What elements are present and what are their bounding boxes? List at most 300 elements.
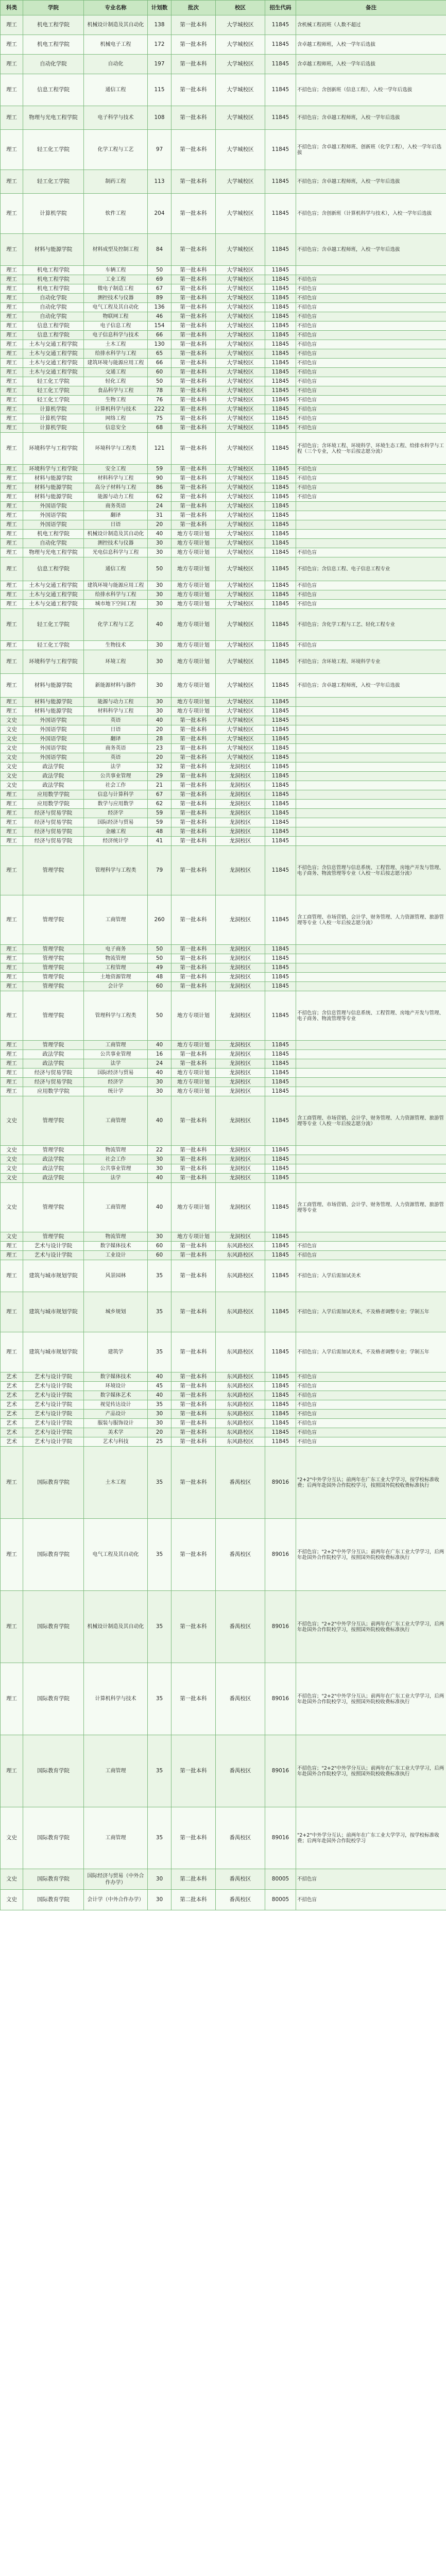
cell-batch: 第一批本科: [171, 294, 216, 303]
cell-campus: 东风路校区: [216, 1332, 265, 1372]
cell-remarks: 不招色盲: [296, 1242, 446, 1251]
cell-subject-type: 理工: [1, 707, 23, 716]
cell-major: 环境科学与工程类: [84, 433, 148, 465]
cell-batch: 第一批本科: [171, 1292, 216, 1332]
cell-college: 艺术与设计学院: [23, 1400, 84, 1410]
cell-enroll-code: 11845: [265, 312, 296, 321]
cell-campus: 番禺校区: [216, 1735, 265, 1807]
cell-plan-count: 40: [148, 1372, 171, 1382]
cell-subject-type: 理工: [1, 557, 23, 581]
cell-batch: 地方专项计划: [171, 548, 216, 557]
cell-major: 数字媒体技术: [84, 1372, 148, 1382]
cell-remarks: 不招色盲: [296, 641, 446, 650]
table-row: [1, 1591, 446, 1663]
cell-remarks: 不招色盲: [296, 590, 446, 600]
cell-major: 国际经济与贸易: [84, 818, 148, 827]
cell-subject-type: 理工: [1, 493, 23, 502]
cell-remarks: [296, 735, 446, 744]
cell-college: 艺术与设计学院: [23, 1391, 84, 1400]
table-row: [1, 312, 446, 321]
cell-batch: 第一批本科: [171, 130, 216, 170]
cell-remarks: 不招色盲；含卓越工程师班、创新班（化学工程），入校一学年后选拔: [296, 130, 446, 170]
cell-subject-type: 理工: [1, 1242, 23, 1251]
cell-enroll-code: 11845: [265, 1428, 296, 1437]
cell-enroll-code: 11845: [265, 331, 296, 340]
cell-campus: 龙洞校区: [216, 809, 265, 818]
cell-batch: 地方专项计划: [171, 641, 216, 650]
cell-enroll-code: 11845: [265, 321, 296, 331]
cell-subject-type: 文史: [1, 735, 23, 744]
cell-major: 电气工程及其自动化: [84, 303, 148, 312]
cell-enroll-code: 11845: [265, 35, 296, 55]
cell-batch: 第一批本科: [171, 194, 216, 234]
cell-college: 建筑与城市规划学院: [23, 1292, 84, 1332]
cell-remarks: 不招色盲；含创新班（计算机科学与技术），入校一学年后选拔: [296, 194, 446, 234]
cell-enroll-code: 11845: [265, 74, 296, 106]
table-row: [1, 1041, 446, 1050]
cell-remarks: 不招色盲；含卓越工程师班，入校一学年后选拔: [296, 234, 446, 266]
cell-enroll-code: 11845: [265, 55, 296, 74]
cell-major: 机械设计制造及其自动化: [84, 1591, 148, 1663]
cell-subject-type: 文史: [1, 725, 23, 735]
cell-subject-type: 理工: [1, 1059, 23, 1069]
cell-college: 政法学院: [23, 1050, 84, 1059]
cell-enroll-code: 80005: [265, 1890, 296, 1910]
cell-college: 国际教育学院: [23, 1591, 84, 1663]
cell-remarks: [296, 266, 446, 275]
cell-batch: 地方专项计划: [171, 1078, 216, 1087]
cell-remarks: [296, 790, 446, 800]
cell-campus: 大学城校区: [216, 674, 265, 698]
cell-major: 物联网工程: [84, 312, 148, 321]
cell-enroll-code: 11845: [265, 502, 296, 511]
cell-college: 管理学院: [23, 963, 84, 973]
cell-enroll-code: 11845: [265, 963, 296, 973]
table-row: [1, 377, 446, 386]
cell-batch: 地方专项计划: [171, 530, 216, 539]
cell-plan-count: 35: [148, 1591, 171, 1663]
cell-college: 外国语学院: [23, 502, 84, 511]
cell-campus: 龙洞校区: [216, 1050, 265, 1059]
table-row: [1, 1251, 446, 1260]
cell-subject-type: 文史: [1, 772, 23, 781]
cell-subject-type: 艺术: [1, 1372, 23, 1382]
cell-subject-type: 艺术: [1, 1428, 23, 1437]
cell-enroll-code: 89016: [265, 1519, 296, 1591]
cell-plan-count: 28: [148, 735, 171, 744]
cell-enroll-code: 11845: [265, 303, 296, 312]
cell-major: 会计学: [84, 982, 148, 991]
cell-batch: 第一批本科: [171, 1428, 216, 1437]
cell-campus: 东风路校区: [216, 1382, 265, 1391]
cell-batch: 第一批本科: [171, 1663, 216, 1735]
cell-major: 工业设计: [84, 1251, 148, 1260]
cell-campus: 大学城校区: [216, 377, 265, 386]
cell-subject-type: 文史: [1, 1155, 23, 1164]
cell-major: 交通工程: [84, 368, 148, 377]
cell-campus: 大学城校区: [216, 396, 265, 405]
cell-plan-count: 67: [148, 790, 171, 800]
cell-plan-count: 138: [148, 15, 171, 35]
cell-college: 国际教育学院: [23, 1807, 84, 1869]
cell-plan-count: 24: [148, 502, 171, 511]
table-row: [1, 725, 446, 735]
cell-subject-type: 理工: [1, 800, 23, 809]
cell-remarks: 不招色盲: [296, 600, 446, 609]
cell-college: 经济与贸易学院: [23, 1078, 84, 1087]
cell-college: 政法学院: [23, 1155, 84, 1164]
table-row: [1, 396, 446, 405]
cell-enroll-code: 11845: [265, 1183, 296, 1232]
cell-remarks: 不招色盲: [296, 1410, 446, 1419]
cell-campus: 大学城校区: [216, 74, 265, 106]
cell-enroll-code: 11845: [265, 707, 296, 716]
cell-campus: 大学城校区: [216, 55, 265, 74]
cell-batch: 地方专项计划: [171, 539, 216, 548]
cell-major: 土木工程: [84, 340, 148, 349]
cell-major: 日语: [84, 520, 148, 530]
cell-batch: 第一批本科: [171, 790, 216, 800]
cell-subject-type: 理工: [1, 234, 23, 266]
table-row: [1, 423, 446, 433]
cell-plan-count: 30: [148, 581, 171, 590]
cell-batch: 第一批本科: [171, 1519, 216, 1591]
cell-major: 材料成型及控制工程: [84, 234, 148, 266]
cell-remarks: [296, 1069, 446, 1078]
cell-batch: 第一批本科: [171, 1155, 216, 1164]
cell-college: 艺术与设计学院: [23, 1242, 84, 1251]
cell-college: 轻工化工学院: [23, 641, 84, 650]
cell-subject-type: 文史: [1, 753, 23, 762]
cell-remarks: 不招色盲；含化学工程与工艺、轻化工程专业: [296, 609, 446, 641]
cell-college: 艺术与设计学院: [23, 1419, 84, 1428]
cell-subject-type: 理工: [1, 386, 23, 396]
cell-batch: 第一批本科: [171, 744, 216, 753]
cell-campus: 龙洞校区: [216, 1164, 265, 1174]
cell-batch: 第一批本科: [171, 414, 216, 423]
cell-subject-type: 理工: [1, 973, 23, 982]
cell-college: 外国语学院: [23, 716, 84, 725]
cell-remarks: 不招色盲；"2+2"中外学分互认；前两年在广东工业大学学习，后两年赴国外合作院校学习，按照国外院校收费标准执行: [296, 1735, 446, 1807]
cell-major: 数学与应用数学: [84, 800, 148, 809]
cell-enroll-code: 11845: [265, 1382, 296, 1391]
cell-college: 国际教育学院: [23, 1869, 84, 1890]
cell-plan-count: 30: [148, 650, 171, 674]
cell-batch: 第一批本科: [171, 474, 216, 483]
cell-enroll-code: 11845: [265, 474, 296, 483]
table-row: [1, 1260, 446, 1292]
cell-campus: 龙洞校区: [216, 1059, 265, 1069]
cell-major: 能源与动力工程: [84, 698, 148, 707]
cell-plan-count: 60: [148, 1242, 171, 1251]
cell-plan-count: 84: [148, 234, 171, 266]
cell-enroll-code: 11845: [265, 600, 296, 609]
cell-batch: 第一批本科: [171, 1807, 216, 1869]
cell-enroll-code: 11845: [265, 530, 296, 539]
cell-batch: 第一批本科: [171, 1332, 216, 1372]
cell-plan-count: 30: [148, 539, 171, 548]
cell-enroll-code: 89016: [265, 1735, 296, 1807]
cell-enroll-code: 11845: [265, 1069, 296, 1078]
cell-college: 管理学院: [23, 846, 84, 895]
cell-batch: 第一批本科: [171, 800, 216, 809]
cell-plan-count: 60: [148, 368, 171, 377]
cell-plan-count: 66: [148, 331, 171, 340]
cell-remarks: 不招色盲；含卓越工程师班，入校一学年后选拔: [296, 106, 446, 130]
cell-remarks: [296, 1174, 446, 1183]
cell-plan-count: 50: [148, 991, 171, 1041]
cell-batch: 第二批本科: [171, 1869, 216, 1890]
table-row: [1, 590, 446, 600]
cell-subject-type: 理工: [1, 600, 23, 609]
cell-college: 土木与交通工程学院: [23, 359, 84, 368]
table-row: [1, 530, 446, 539]
cell-plan-count: 59: [148, 465, 171, 474]
cell-subject-type: 文史: [1, 1807, 23, 1869]
cell-remarks: 不招色盲: [296, 414, 446, 423]
cell-college: 国际教育学院: [23, 1519, 84, 1591]
cell-major: 经济学: [84, 1078, 148, 1087]
cell-batch: 第一批本科: [171, 1591, 216, 1663]
cell-college: 土木与交通工程学院: [23, 340, 84, 349]
cell-batch: 第一批本科: [171, 963, 216, 973]
cell-major: 会计学（中外合作办学）: [84, 1890, 148, 1910]
cell-batch: 第一批本科: [171, 1174, 216, 1183]
cell-remarks: [296, 818, 446, 827]
cell-major: 视觉传达设计: [84, 1400, 148, 1410]
table-row: [1, 1400, 446, 1410]
cell-college: 经济与贸易学院: [23, 809, 84, 818]
cell-college: 自动化学院: [23, 303, 84, 312]
cell-enroll-code: 11845: [265, 674, 296, 698]
cell-campus: 龙洞校区: [216, 1155, 265, 1164]
cell-campus: 龙洞校区: [216, 895, 265, 945]
cell-plan-count: 97: [148, 130, 171, 170]
cell-college: 轻工化工学院: [23, 170, 84, 194]
cell-campus: 大学城校区: [216, 266, 265, 275]
cell-college: 艺术与设计学院: [23, 1410, 84, 1419]
table-row: [1, 1663, 446, 1735]
cell-campus: 大学城校区: [216, 600, 265, 609]
cell-batch: 地方专项计划: [171, 609, 216, 641]
cell-subject-type: 理工: [1, 818, 23, 827]
table-row: [1, 1428, 446, 1437]
cell-batch: 第一批本科: [171, 716, 216, 725]
table-row: [1, 1807, 446, 1869]
cell-enroll-code: 11845: [265, 762, 296, 772]
cell-subject-type: 理工: [1, 368, 23, 377]
cell-subject-type: 理工: [1, 1591, 23, 1663]
cell-major: 国际经济与贸易（中外合作办学）: [84, 1869, 148, 1890]
cell-subject-type: 理工: [1, 405, 23, 414]
cell-subject-type: 理工: [1, 1087, 23, 1096]
cell-college: 材料与能源学院: [23, 493, 84, 502]
cell-campus: 东风路校区: [216, 1292, 265, 1332]
cell-plan-count: 197: [148, 55, 171, 74]
cell-major: 统计学: [84, 1087, 148, 1096]
cell-major: 自动化: [84, 55, 148, 74]
cell-enroll-code: 11845: [265, 1232, 296, 1242]
cell-remarks: 含卓越工程师班，入校一学年后选拔: [296, 55, 446, 74]
cell-campus: 番禺校区: [216, 1519, 265, 1591]
cell-enroll-code: 11845: [265, 349, 296, 359]
cell-major: 高分子材料与工程: [84, 483, 148, 493]
cell-plan-count: 22: [148, 1146, 171, 1155]
table-row: [1, 781, 446, 790]
cell-enroll-code: 11845: [265, 1242, 296, 1251]
cell-college: 外国语学院: [23, 744, 84, 753]
cell-enroll-code: 11845: [265, 753, 296, 762]
cell-campus: 大学城校区: [216, 735, 265, 744]
cell-subject-type: 理工: [1, 55, 23, 74]
cell-enroll-code: 11845: [265, 1155, 296, 1164]
cell-campus: 大学城校区: [216, 331, 265, 340]
cell-plan-count: 30: [148, 1087, 171, 1096]
cell-plan-count: 65: [148, 349, 171, 359]
cell-batch: 第一批本科: [171, 303, 216, 312]
cell-batch: 第一批本科: [171, 809, 216, 818]
cell-enroll-code: 11845: [265, 982, 296, 991]
table-row: [1, 744, 446, 753]
cell-college: 管理学院: [23, 954, 84, 963]
table-row: [1, 294, 446, 303]
cell-plan-count: 30: [148, 1410, 171, 1419]
header-remarks: 备注: [296, 1, 446, 15]
cell-plan-count: 21: [148, 781, 171, 790]
cell-major: 数字媒体技术: [84, 1242, 148, 1251]
cell-major: 电子信息工程: [84, 321, 148, 331]
cell-remarks: [296, 698, 446, 707]
cell-college: 自动化学院: [23, 55, 84, 74]
cell-enroll-code: 11845: [265, 973, 296, 982]
cell-batch: 第一批本科: [171, 55, 216, 74]
cell-college: 管理学院: [23, 895, 84, 945]
cell-college: 材料与能源学院: [23, 483, 84, 493]
cell-enroll-code: 89016: [265, 1663, 296, 1735]
cell-subject-type: 理工: [1, 674, 23, 698]
cell-subject-type: 理工: [1, 1519, 23, 1591]
cell-subject-type: 理工: [1, 1332, 23, 1372]
cell-college: 管理学院: [23, 982, 84, 991]
cell-college: 艺术与设计学院: [23, 1382, 84, 1391]
cell-subject-type: 艺术: [1, 1410, 23, 1419]
cell-batch: 第一批本科: [171, 284, 216, 294]
cell-subject-type: 理工: [1, 474, 23, 483]
cell-campus: 东风路校区: [216, 1391, 265, 1400]
cell-subject-type: 理工: [1, 1663, 23, 1735]
cell-remarks: 不招色盲；入学后需加试美术，不及格者调整专业；学制五年: [296, 1332, 446, 1372]
cell-remarks: [296, 530, 446, 539]
cell-campus: 大学城校区: [216, 15, 265, 35]
cell-subject-type: 艺术: [1, 1391, 23, 1400]
cell-batch: 第一批本科: [171, 895, 216, 945]
table-row: [1, 321, 446, 331]
cell-remarks: 不招色盲；含信息工程、电子信息工程专业: [296, 557, 446, 581]
cell-remarks: 不招色盲: [296, 1437, 446, 1447]
cell-remarks: 不招色盲；"2+2"中外学分互认；前两年在广东工业大学学习，后两年赴国外合作院校学习，按照国外院校收费标准执行: [296, 1663, 446, 1735]
cell-subject-type: 理工: [1, 423, 23, 433]
cell-remarks: [296, 954, 446, 963]
cell-remarks: 不招色盲；含环境工程、环境科学专业: [296, 650, 446, 674]
cell-college: 国际教育学院: [23, 1735, 84, 1807]
cell-major: 艺术与科技: [84, 1437, 148, 1447]
cell-college: 艺术与设计学院: [23, 1428, 84, 1437]
cell-plan-count: 113: [148, 170, 171, 194]
cell-major: 电气工程及其自动化: [84, 1519, 148, 1591]
table-row: [1, 1059, 446, 1069]
cell-major: 测控技术与仪器: [84, 294, 148, 303]
cell-subject-type: 理工: [1, 275, 23, 284]
table-row: [1, 511, 446, 520]
cell-college: 物理与光电工程学院: [23, 106, 84, 130]
cell-major: 工商管理: [84, 895, 148, 945]
cell-campus: 大学城校区: [216, 349, 265, 359]
cell-college: 艺术与设计学院: [23, 1437, 84, 1447]
cell-enroll-code: 11845: [265, 405, 296, 414]
cell-enroll-code: 11845: [265, 493, 296, 502]
cell-batch: 第一批本科: [171, 772, 216, 781]
table-row: [1, 331, 446, 340]
cell-campus: 大学城校区: [216, 170, 265, 194]
cell-remarks: 不招色盲: [296, 474, 446, 483]
cell-remarks: 不招色盲；含信息管理与信息系统、工程管理、房地产开发与管理、电子商务、物流管理等专业（入校一年后按志愿分流）: [296, 846, 446, 895]
cell-campus: 大学城校区: [216, 707, 265, 716]
cell-major: 金融工程: [84, 827, 148, 837]
cell-subject-type: 理工: [1, 520, 23, 530]
table-row: [1, 386, 446, 396]
cell-batch: 第一批本科: [171, 433, 216, 465]
cell-subject-type: 理工: [1, 130, 23, 170]
cell-campus: 东风路校区: [216, 1400, 265, 1410]
cell-campus: 大学城校区: [216, 130, 265, 170]
cell-major: 英语: [84, 716, 148, 725]
cell-batch: 第一批本科: [171, 396, 216, 405]
header-subject-type: 科类: [1, 1, 23, 15]
cell-batch: 第一批本科: [171, 818, 216, 827]
cell-campus: 龙洞校区: [216, 963, 265, 973]
cell-batch: 第一批本科: [171, 1059, 216, 1069]
cell-subject-type: 文史: [1, 1890, 23, 1910]
cell-subject-type: 理工: [1, 698, 23, 707]
cell-remarks: 不招色盲: [296, 1428, 446, 1437]
cell-major: 法学: [84, 1174, 148, 1183]
cell-batch: 第一批本科: [171, 520, 216, 530]
cell-major: 安全工程: [84, 465, 148, 474]
cell-enroll-code: 11845: [265, 520, 296, 530]
cell-major: 生物工程: [84, 396, 148, 405]
cell-batch: 第一批本科: [171, 493, 216, 502]
cell-plan-count: 78: [148, 386, 171, 396]
cell-major: 机械设计制造及其自动化: [84, 15, 148, 35]
cell-plan-count: 90: [148, 474, 171, 483]
cell-subject-type: 理工: [1, 194, 23, 234]
cell-plan-count: 40: [148, 1069, 171, 1078]
cell-college: 材料与能源学院: [23, 698, 84, 707]
cell-enroll-code: 11845: [265, 1391, 296, 1400]
cell-subject-type: 文史: [1, 1174, 23, 1183]
cell-subject-type: 理工: [1, 349, 23, 359]
cell-major: 信息安全: [84, 423, 148, 433]
cell-subject-type: 理工: [1, 790, 23, 800]
cell-major: 测控技术与仪器: [84, 539, 148, 548]
cell-remarks: [296, 1087, 446, 1096]
table-row: [1, 414, 446, 423]
cell-major: 机械电子工程: [84, 35, 148, 55]
cell-enroll-code: 11845: [265, 234, 296, 266]
cell-campus: 大学城校区: [216, 530, 265, 539]
cell-campus: 大学城校区: [216, 753, 265, 762]
cell-plan-count: 49: [148, 963, 171, 973]
